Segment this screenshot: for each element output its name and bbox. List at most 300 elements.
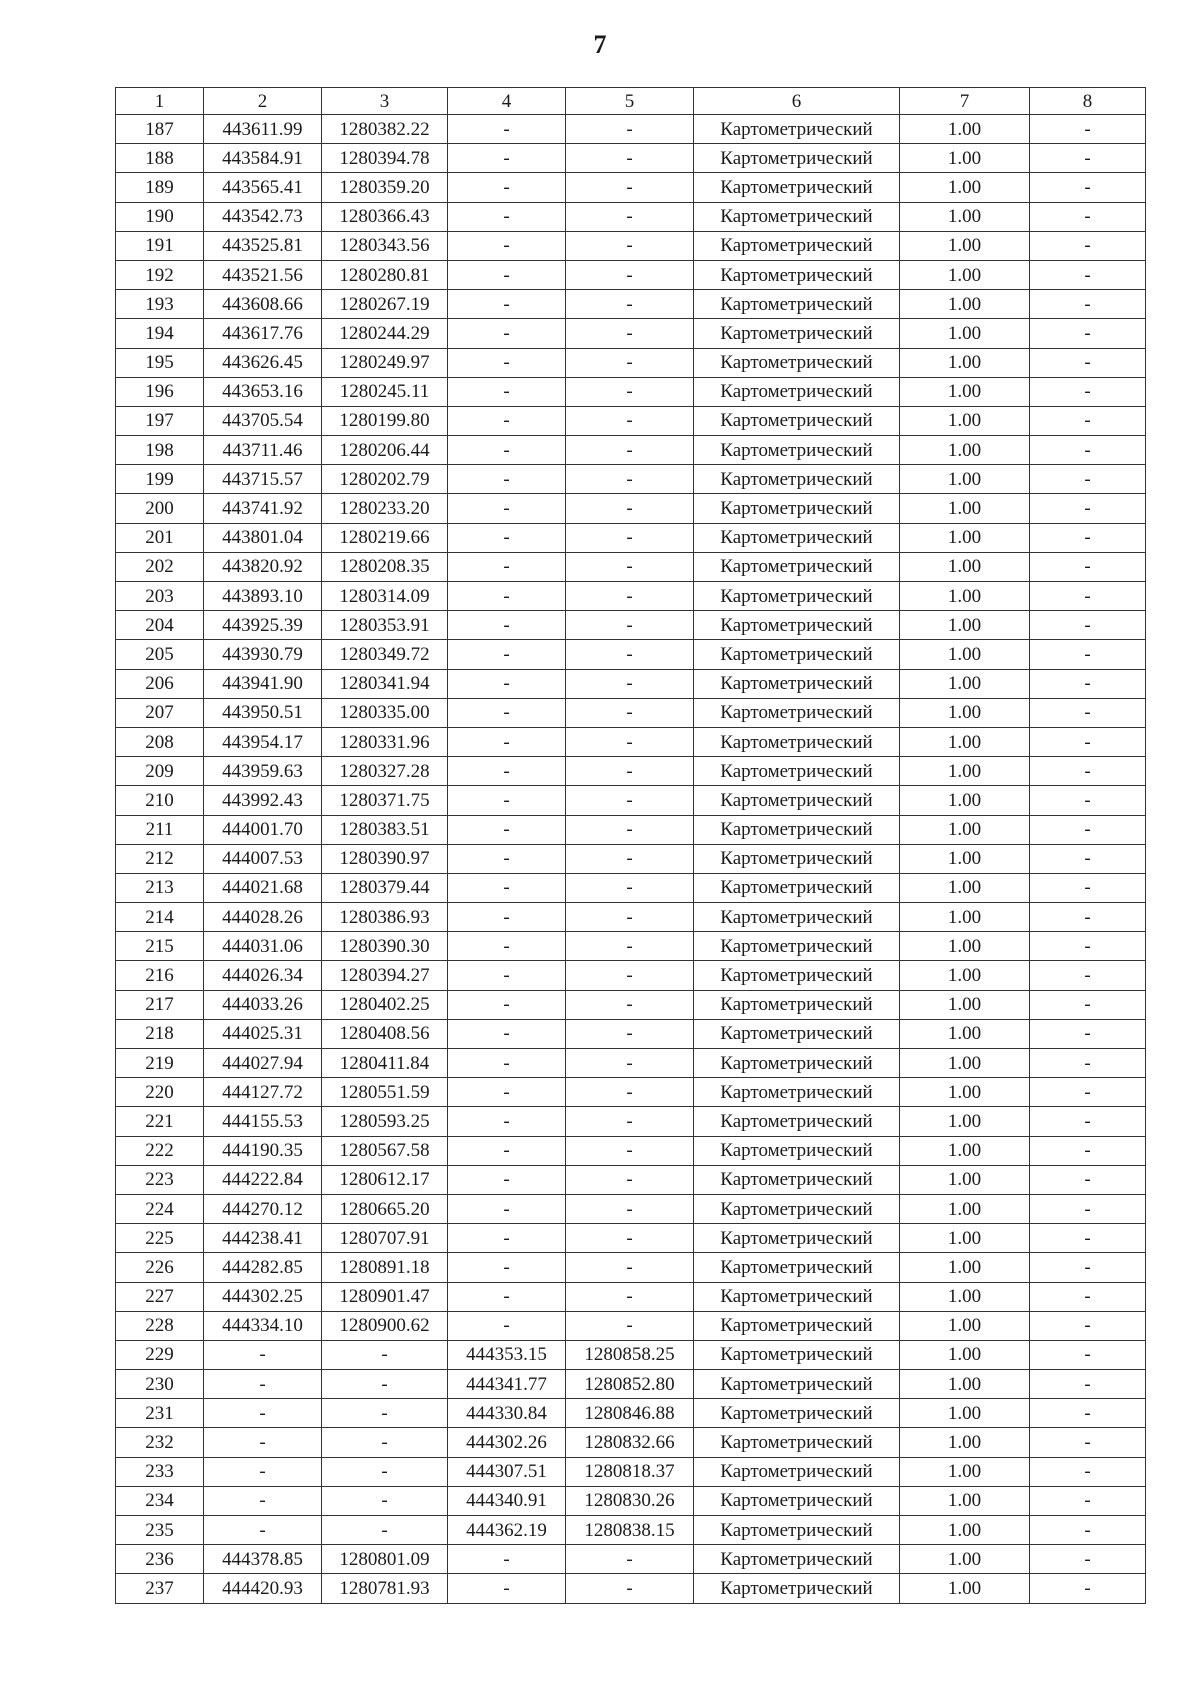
cell-x-alt: - [448,582,566,611]
table-row [116,436,1146,465]
cell-y-alt: - [566,903,694,932]
column-header: 5 [566,88,694,115]
column-header: 7 [900,88,1030,115]
cell-description: - [1030,1516,1146,1545]
cell-method: Картометрический [694,1486,900,1515]
cell-description: - [1030,1253,1146,1282]
table-row [116,990,1146,1019]
cell-y: 1280349.72 [322,640,448,669]
cell-point-number: 232 [116,1428,204,1457]
cell-x-alt: - [448,1253,566,1282]
cell-y: 1280411.84 [322,1049,448,1078]
cell-method: Картометрический [694,173,900,202]
cell-accuracy: 1.00 [900,1340,1030,1369]
table-row [116,1224,1146,1253]
table-row [116,1107,1146,1136]
cell-method: Картометрический [694,1194,900,1223]
cell-y: - [322,1516,448,1545]
cell-accuracy: 1.00 [900,1019,1030,1048]
table-row [116,727,1146,756]
cell-y: 1280208.35 [322,552,448,581]
cell-x-alt: - [448,990,566,1019]
cell-description: - [1030,932,1146,961]
cell-y-alt: - [566,436,694,465]
cell-x: 444155.53 [204,1107,322,1136]
cell-y: 1280707.91 [322,1224,448,1253]
cell-y-alt: - [566,1224,694,1253]
cell-point-number: 207 [116,698,204,727]
cell-method: Картометрический [694,786,900,815]
cell-y: 1280551.59 [322,1078,448,1107]
table-row [116,698,1146,727]
cell-description: - [1030,582,1146,611]
cell-x: 443959.63 [204,757,322,786]
cell-x: 443705.54 [204,406,322,435]
cell-y-alt: - [566,961,694,990]
cell-point-number: 189 [116,173,204,202]
cell-x: 444190.35 [204,1136,322,1165]
cell-x-alt: 444330.84 [448,1399,566,1428]
cell-accuracy: 1.00 [900,1165,1030,1194]
cell-y: 1280314.09 [322,582,448,611]
cell-y-alt: - [566,1574,694,1603]
cell-method: Картометрический [694,115,900,144]
cell-point-number: 229 [116,1340,204,1369]
cell-y: 1280390.97 [322,844,448,873]
cell-y: 1280331.96 [322,727,448,756]
cell-description: - [1030,523,1146,552]
cell-description: - [1030,1399,1146,1428]
cell-accuracy: 1.00 [900,523,1030,552]
cell-y: 1280386.93 [322,903,448,932]
cell-point-number: 192 [116,260,204,289]
cell-y-alt: - [566,494,694,523]
cell-description: - [1030,260,1146,289]
cell-x-alt: 444353.15 [448,1340,566,1369]
cell-description: - [1030,348,1146,377]
cell-x: 444127.72 [204,1078,322,1107]
table-row [116,1457,1146,1486]
cell-description: - [1030,1428,1146,1457]
table-row [116,786,1146,815]
cell-y-alt: - [566,231,694,260]
table-row [116,961,1146,990]
cell-accuracy: 1.00 [900,640,1030,669]
cell-y: 1280402.25 [322,990,448,1019]
cell-point-number: 198 [116,436,204,465]
cell-x-alt: - [448,436,566,465]
cell-y-alt: - [566,552,694,581]
cell-point-number: 190 [116,202,204,231]
cell-description: - [1030,669,1146,698]
cell-y: 1280390.30 [322,932,448,961]
cell-x-alt: - [448,1078,566,1107]
cell-description: - [1030,465,1146,494]
cell-description: - [1030,1282,1146,1311]
cell-method: Картометрический [694,1049,900,1078]
cell-accuracy: 1.00 [900,494,1030,523]
cell-y-alt: - [566,698,694,727]
cell-method: Картометрический [694,552,900,581]
cell-description: - [1030,611,1146,640]
cell-accuracy: 1.00 [900,1457,1030,1486]
cell-y-alt: - [566,1194,694,1223]
cell-x-alt: 444302.26 [448,1428,566,1457]
cell-x-alt: - [448,173,566,202]
cell-description: - [1030,1574,1146,1603]
cell-accuracy: 1.00 [900,377,1030,406]
column-header: 8 [1030,88,1146,115]
cell-y-alt: - [566,260,694,289]
cell-x-alt: - [448,144,566,173]
cell-x: 443711.46 [204,436,322,465]
cell-y: 1280245.11 [322,377,448,406]
cell-method: Картометрический [694,815,900,844]
cell-y: 1280353.91 [322,611,448,640]
cell-x-alt: - [448,698,566,727]
cell-x-alt: - [448,815,566,844]
table-row [116,611,1146,640]
cell-accuracy: 1.00 [900,144,1030,173]
cell-x: 444334.10 [204,1311,322,1340]
cell-point-number: 223 [116,1165,204,1194]
cell-y-alt: - [566,786,694,815]
cell-method: Картометрический [694,319,900,348]
coordinates-table [115,87,1146,1604]
cell-x: 443542.73 [204,202,322,231]
cell-point-number: 237 [116,1574,204,1603]
cell-point-number: 225 [116,1224,204,1253]
cell-x: - [204,1340,322,1369]
cell-accuracy: 1.00 [900,115,1030,144]
cell-description: - [1030,436,1146,465]
table-row [116,290,1146,319]
cell-description: - [1030,290,1146,319]
cell-y: 1280801.09 [322,1545,448,1574]
cell-x-alt: - [448,1574,566,1603]
cell-method: Картометрический [694,290,900,319]
cell-y-alt: - [566,815,694,844]
cell-description: - [1030,1049,1146,1078]
cell-y-alt: - [566,377,694,406]
cell-method: Картометрический [694,465,900,494]
cell-point-number: 194 [116,319,204,348]
cell-y-alt: - [566,523,694,552]
cell-method: Картометрический [694,1282,900,1311]
cell-point-number: 199 [116,465,204,494]
cell-point-number: 233 [116,1457,204,1486]
table-row [116,1545,1146,1574]
cell-accuracy: 1.00 [900,319,1030,348]
cell-method: Картометрический [694,377,900,406]
cell-x-alt: - [448,231,566,260]
cell-x: 444021.68 [204,873,322,902]
table-row [116,144,1146,173]
cell-x: - [204,1457,322,1486]
cell-description: - [1030,1224,1146,1253]
cell-method: Картометрический [694,727,900,756]
cell-accuracy: 1.00 [900,815,1030,844]
cell-point-number: 226 [116,1253,204,1282]
cell-y-alt: - [566,115,694,144]
cell-x-alt: - [448,1545,566,1574]
cell-x: 443626.45 [204,348,322,377]
cell-y: 1280206.44 [322,436,448,465]
cell-x-alt: - [448,377,566,406]
cell-y-alt: - [566,873,694,902]
cell-y: 1280901.47 [322,1282,448,1311]
cell-method: Картометрический [694,669,900,698]
cell-point-number: 196 [116,377,204,406]
cell-x: 443584.91 [204,144,322,173]
cell-point-number: 230 [116,1370,204,1399]
cell-x: 444025.31 [204,1019,322,1048]
cell-accuracy: 1.00 [900,1399,1030,1428]
cell-x: 443820.92 [204,552,322,581]
cell-x: 443925.39 [204,611,322,640]
cell-y-alt: - [566,1136,694,1165]
table-row [116,1399,1146,1428]
cell-x-alt: 444307.51 [448,1457,566,1486]
cell-point-number: 211 [116,815,204,844]
column-header: 1 [116,88,204,115]
cell-x: 444378.85 [204,1545,322,1574]
table-row [116,1194,1146,1223]
cell-point-number: 227 [116,1282,204,1311]
cell-x-alt: - [448,552,566,581]
cell-y-alt: - [566,290,694,319]
cell-description: - [1030,173,1146,202]
cell-point-number: 209 [116,757,204,786]
cell-y-alt: - [566,465,694,494]
cell-description: - [1030,1136,1146,1165]
cell-y: 1280280.81 [322,260,448,289]
cell-x-alt: - [448,640,566,669]
cell-x: 443992.43 [204,786,322,815]
cell-accuracy: 1.00 [900,1107,1030,1136]
cell-y: 1280781.93 [322,1574,448,1603]
cell-x: 443950.51 [204,698,322,727]
cell-accuracy: 1.00 [900,465,1030,494]
cell-x: 444270.12 [204,1194,322,1223]
cell-y: 1280249.97 [322,348,448,377]
cell-x: - [204,1486,322,1515]
column-header: 3 [322,88,448,115]
cell-method: Картометрический [694,1428,900,1457]
cell-accuracy: 1.00 [900,669,1030,698]
cell-method: Картометрический [694,1019,900,1048]
cell-y: - [322,1486,448,1515]
cell-accuracy: 1.00 [900,1370,1030,1399]
cell-y: 1280267.19 [322,290,448,319]
cell-method: Картометрический [694,903,900,932]
cell-accuracy: 1.00 [900,727,1030,756]
cell-y: 1280593.25 [322,1107,448,1136]
cell-description: - [1030,757,1146,786]
cell-point-number: 228 [116,1311,204,1340]
cell-x-alt: - [448,494,566,523]
cell-y: - [322,1370,448,1399]
cell-point-number: 219 [116,1049,204,1078]
cell-method: Картометрический [694,436,900,465]
cell-method: Картометрический [694,1136,900,1165]
cell-y-alt: - [566,990,694,1019]
cell-x-alt: - [448,1019,566,1048]
cell-y-alt: - [566,727,694,756]
column-header: 4 [448,88,566,115]
cell-x-alt: - [448,669,566,698]
cell-x: 443525.81 [204,231,322,260]
table-row [116,377,1146,406]
cell-x: 443954.17 [204,727,322,756]
cell-y: 1280341.94 [322,669,448,698]
cell-point-number: 218 [116,1019,204,1048]
cell-y: 1280371.75 [322,786,448,815]
table-row [116,873,1146,902]
cell-y: 1280202.79 [322,465,448,494]
cell-x-alt: - [448,932,566,961]
cell-method: Картометрический [694,1253,900,1282]
cell-y-alt: - [566,1311,694,1340]
cell-accuracy: 1.00 [900,1136,1030,1165]
cell-x-alt: - [448,903,566,932]
cell-y-alt: - [566,932,694,961]
table-row [116,1370,1146,1399]
cell-point-number: 210 [116,786,204,815]
cell-method: Картометрический [694,990,900,1019]
table-row [116,173,1146,202]
cell-accuracy: 1.00 [900,1486,1030,1515]
cell-accuracy: 1.00 [900,611,1030,640]
table-body [116,115,1146,1604]
cell-point-number: 195 [116,348,204,377]
table-row [116,1049,1146,1078]
cell-y: 1280366.43 [322,202,448,231]
cell-x: 444027.94 [204,1049,322,1078]
cell-description: - [1030,377,1146,406]
cell-accuracy: 1.00 [900,1428,1030,1457]
cell-accuracy: 1.00 [900,1311,1030,1340]
cell-description: - [1030,873,1146,902]
cell-description: - [1030,1486,1146,1515]
cell-point-number: 204 [116,611,204,640]
table-row [116,1019,1146,1048]
cell-x: 443801.04 [204,523,322,552]
cell-method: Картометрический [694,1399,900,1428]
cell-point-number: 235 [116,1516,204,1545]
table-row [116,757,1146,786]
cell-accuracy: 1.00 [900,1049,1030,1078]
cell-description: - [1030,406,1146,435]
table-row [116,932,1146,961]
cell-method: Картометрический [694,494,900,523]
cell-accuracy: 1.00 [900,290,1030,319]
cell-method: Картометрический [694,1370,900,1399]
cell-description: - [1030,1311,1146,1340]
cell-description: - [1030,1545,1146,1574]
cell-description: - [1030,1194,1146,1223]
cell-x-alt: - [448,961,566,990]
table-row [116,1311,1146,1340]
cell-accuracy: 1.00 [900,231,1030,260]
cell-method: Картометрический [694,1107,900,1136]
table-row [116,552,1146,581]
cell-point-number: 214 [116,903,204,932]
cell-point-number: 206 [116,669,204,698]
cell-method: Картометрический [694,1516,900,1545]
cell-accuracy: 1.00 [900,202,1030,231]
table-row [116,1574,1146,1603]
cell-point-number: 215 [116,932,204,961]
cell-y: 1280379.44 [322,873,448,902]
cell-x-alt: - [448,844,566,873]
cell-method: Картометрический [694,961,900,990]
table-row [116,1282,1146,1311]
cell-accuracy: 1.00 [900,582,1030,611]
cell-y-alt: - [566,173,694,202]
table-row [116,1340,1146,1369]
cell-point-number: 231 [116,1399,204,1428]
cell-method: Картометрический [694,932,900,961]
cell-y-alt: - [566,1545,694,1574]
cell-accuracy: 1.00 [900,961,1030,990]
cell-accuracy: 1.00 [900,1545,1030,1574]
cell-y-alt: - [566,582,694,611]
cell-x-alt: 444362.19 [448,1516,566,1545]
cell-accuracy: 1.00 [900,436,1030,465]
table-row [116,1253,1146,1282]
cell-accuracy: 1.00 [900,1224,1030,1253]
cell-point-number: 217 [116,990,204,1019]
cell-y-alt: - [566,144,694,173]
cell-description: - [1030,1019,1146,1048]
cell-x: 443565.41 [204,173,322,202]
cell-x: 444238.41 [204,1224,322,1253]
cell-description: - [1030,815,1146,844]
cell-x-alt: - [448,406,566,435]
cell-point-number: 201 [116,523,204,552]
cell-y-alt: - [566,1282,694,1311]
cell-point-number: 200 [116,494,204,523]
cell-y: 1280219.66 [322,523,448,552]
cell-y-alt: 1280858.25 [566,1340,694,1369]
cell-y: - [322,1457,448,1486]
cell-description: - [1030,990,1146,1019]
cell-x: 443653.16 [204,377,322,406]
cell-x: 444026.34 [204,961,322,990]
cell-y: 1280665.20 [322,1194,448,1223]
table-row [116,523,1146,552]
table-row [116,202,1146,231]
cell-point-number: 197 [116,406,204,435]
table-header-row [116,88,1146,115]
cell-y-alt: 1280830.26 [566,1486,694,1515]
cell-y-alt: - [566,202,694,231]
cell-description: - [1030,698,1146,727]
cell-y-alt: 1280832.66 [566,1428,694,1457]
cell-x: 443741.92 [204,494,322,523]
cell-point-number: 212 [116,844,204,873]
cell-y: 1280359.20 [322,173,448,202]
cell-description: - [1030,1370,1146,1399]
cell-description: - [1030,1340,1146,1369]
cell-x-alt: 444340.91 [448,1486,566,1515]
cell-y-alt: - [566,1107,694,1136]
cell-method: Картометрический [694,698,900,727]
cell-x: - [204,1370,322,1399]
cell-x: 444031.06 [204,932,322,961]
cell-description: - [1030,319,1146,348]
